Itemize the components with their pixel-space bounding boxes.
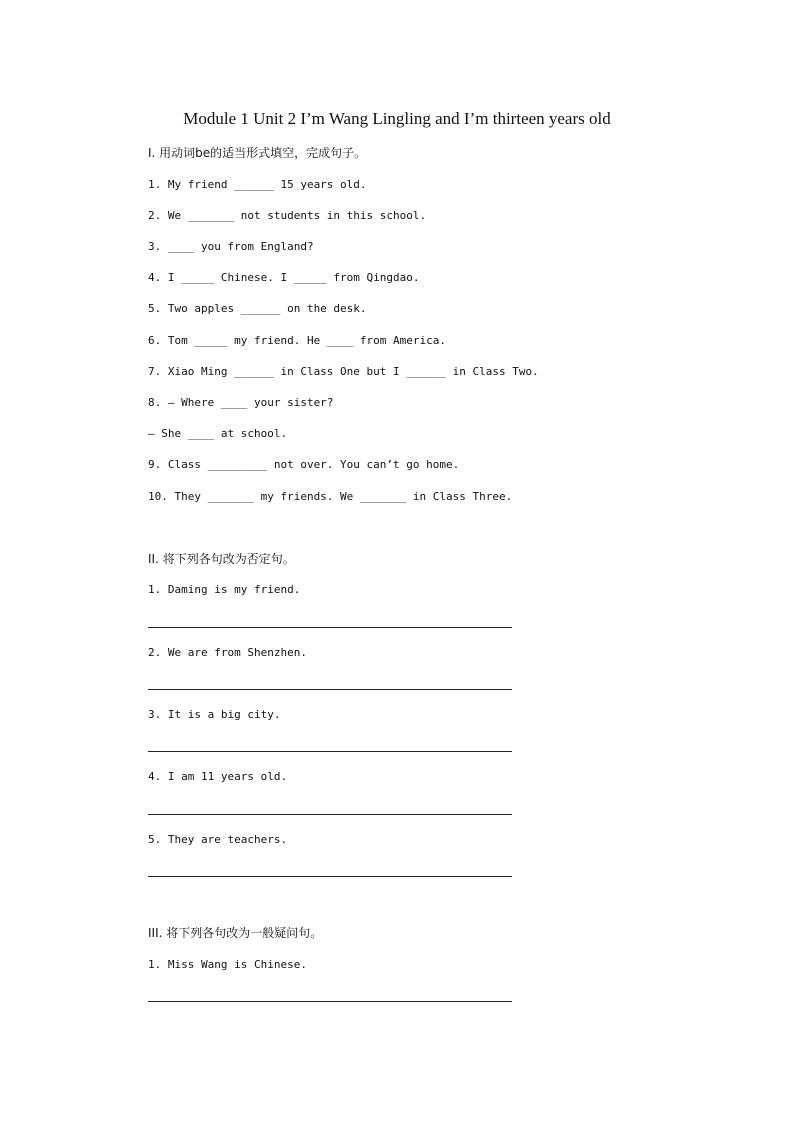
exercise-item: 7. Xiao Ming ______ in Class One but I ______ in Class Two. xyxy=(148,365,539,378)
exercise-item: 5. They are teachers. xyxy=(148,833,288,846)
section-3-heading: III. 将下列各句改为一般疑问句。 xyxy=(148,926,323,940)
section-2-heading: II. 将下列各句改为否定句。 xyxy=(148,552,295,566)
exercise-item: 1. My friend ______ 15 years old. xyxy=(148,178,367,191)
section-1-heading: I. 用动词be的适当形式填空，完成句子。 xyxy=(148,146,367,160)
answer-line[interactable] xyxy=(148,1001,512,1002)
answer-line[interactable] xyxy=(148,627,512,628)
exercise-item: — She ____ at school. xyxy=(148,427,288,440)
exercise-item: 3. It is a big city. xyxy=(148,708,281,721)
exercise-item: 8. — Where ____ your sister? xyxy=(148,396,334,409)
exercise-item: 4. I am 11 years old. xyxy=(148,770,288,783)
answer-line[interactable] xyxy=(148,876,512,877)
answer-line[interactable] xyxy=(148,814,512,815)
exercise-item: 10. They _______ my friends. We _______ in Class Three. xyxy=(148,490,513,503)
answer-line[interactable] xyxy=(148,689,512,690)
page-title: Module 1 Unit 2 I’m Wang Lingling and I’m thirteen years old xyxy=(183,109,611,128)
exercise-item: 2. We are from Shenzhen. xyxy=(148,646,307,659)
exercise-item: 1. Miss Wang is Chinese. xyxy=(148,958,307,971)
exercise-item: 9. Class _________ not over. You can’t go home. xyxy=(148,458,460,471)
exercise-item: 4. I _____ Chinese. I _____ from Qingdao. xyxy=(148,271,420,284)
exercise-item: 2. We _______ not students in this school. xyxy=(148,209,427,222)
exercise-item: 3. ____ you from England? xyxy=(148,240,314,253)
exercise-item: 1. Daming is my friend. xyxy=(148,583,301,596)
exercise-item: 5. Two apples ______ on the desk. xyxy=(148,302,367,315)
answer-line[interactable] xyxy=(148,751,512,752)
exercise-item: 6. Tom _____ my friend. He ____ from America. xyxy=(148,334,447,347)
